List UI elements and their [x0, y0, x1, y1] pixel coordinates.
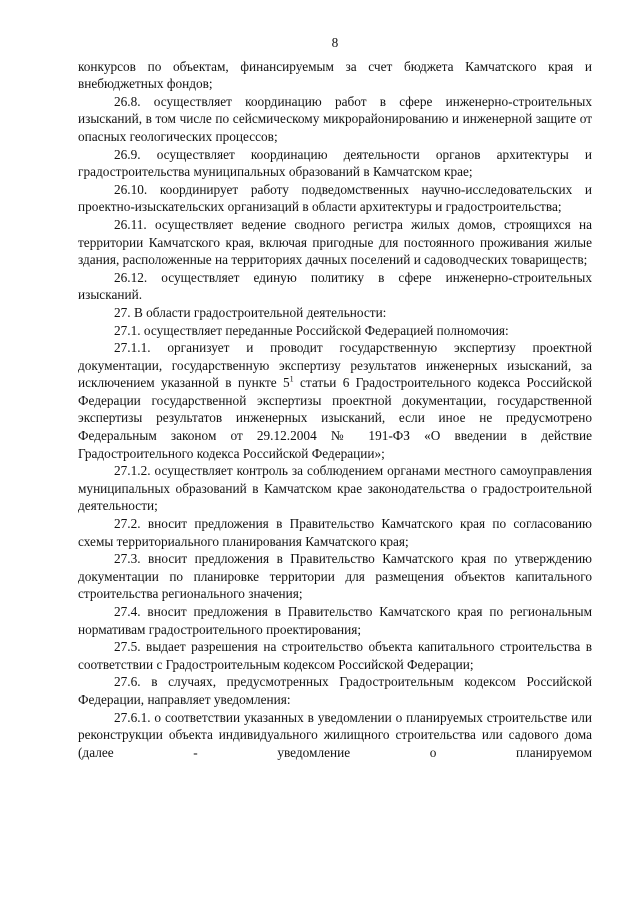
document-page [78, 34, 592, 761]
paragraph: 27.2. вносит предложения в Правительство Камчатского края по согласованию схемы территориального планирования Камчатского края; [78, 516, 592, 549]
paragraph: 26.10. координирует работу подведомственных научно-исследовательских и проектно-изыскательских организаций в области архитектуры и градостроительства; [78, 181, 592, 215]
paragraph: 27.1.2. осуществляет контроль за соблюдением органами местного самоуправления муниципальных образований в Камчатском крае законодательства о градостроительной деятельности; [78, 463, 592, 514]
paragraph: 27.6.1. о соответствии указанных в уведомлении о планируемых строительстве или реконструкции объекта индивидуального жилищного строительства или садового дома (далее - уведомление о планируемом [78, 709, 592, 760]
paragraph: 27.1. осуществляет переданные Российской Федерацией полномочия: [114, 322, 509, 338]
paragraph: 26.11. осуществляет ведение сводного регистра жилых домов, строящихся на территории Камчатского края, включая пригодные для постоянного проживания жилые здания, расположенные на территориях дачных поселений и садоводческих товариществ; [78, 216, 592, 268]
paragraph [78, 339, 592, 462]
paragraph-text: статьи 6 Градостроительного кодекса Российской Федерации государственной экспертизы проектной документации, государственной экспертизы результатов инженерных изысканий, если иное не предусмотрено Федеральным законом от 29.12.2004 № 191-ФЗ «О введении в действие Градостроительного кодекса Российской Федерации»; [78, 375, 592, 461]
paragraph: конкурсов по объектам, финансируемым за счет бюджета Камчатского края и внебюджетных фондов; [78, 58, 592, 92]
paragraph-text: 27.1.1. организует и проводит государственную экспертизу проектной документации, государственную экспертизу результатов инженерных изысканий, за исключением указанной в пункте 5 [78, 340, 592, 391]
paragraph: 27. В области градостроительной деятельности: [114, 304, 387, 320]
paragraph: 26.9. осуществляет координацию деятельности органов архитектуры и градостроительства муниципальных образований в Камчатском крае; [78, 146, 592, 180]
paragraph: 26.12. осуществляет единую политику в сфере инженерно-строительных изысканий. [78, 269, 592, 303]
paragraph: 27.4. вносит предложения в Правительство Камчатского края по региональным нормативам градостроительного проектирования; [78, 604, 592, 637]
page-number: 8 [331, 35, 339, 50]
paragraph: 27.6. в случаях, предусмотренных Градостроительным кодексом Российской Федерации, направляет уведомления: [78, 674, 592, 707]
document-body [78, 58, 592, 762]
superscript: 1 [289, 374, 294, 384]
paragraph: 27.5. выдает разрешения на строительство объекта капитального строительства в соответствии с Градостроительным кодексом Российской Федерации; [78, 639, 592, 672]
paragraph: 27.3. вносит предложения в Правительство Камчатского края по утверждению документации по планировке территории для размещения объектов капитального строительства регионального значения; [78, 551, 592, 602]
paragraph: 26.8. осуществляет координацию работ в сфере инженерно-строительных изысканий, в том числе по сейсмическому микрорайонированию и инженерной защите от опасных геологических процессов; [78, 93, 592, 144]
